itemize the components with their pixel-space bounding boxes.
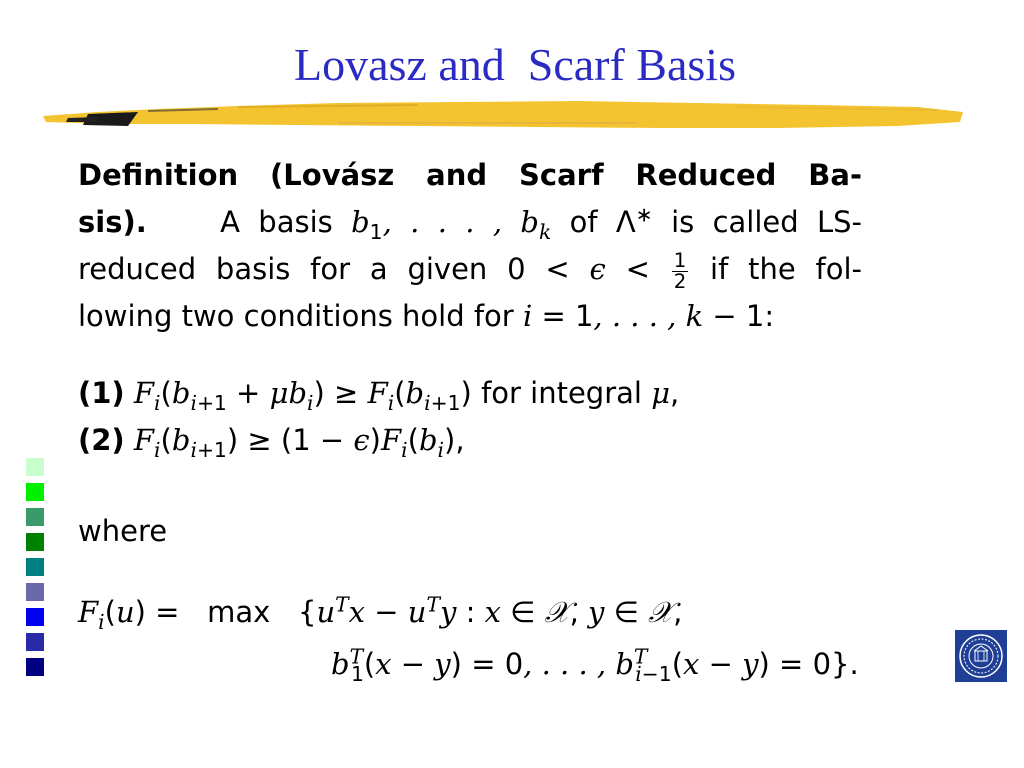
def-text: if the fol- — [710, 252, 863, 286]
def-text: reduced basis for a given 0 < — [78, 252, 570, 286]
conditions-list — [78, 370, 862, 464]
decor-square — [26, 583, 44, 601]
def-text: of — [569, 205, 598, 239]
definition-heading: Definition (Lovász and Scarf Reduced Ba- — [78, 158, 862, 192]
decor-square — [26, 558, 44, 576]
def-text: A basis — [220, 205, 333, 239]
def-text: is called LS- — [671, 205, 863, 239]
condition-2: (2) $F_i(b_{i+1}) \ge (1 - \epsilon)F_i(b_i)$, — [78, 423, 465, 462]
decor-square — [26, 458, 44, 476]
fraction-one-half: $\frac{1}{2}$ — [673, 248, 687, 293]
decor-square — [26, 483, 44, 501]
slide-title: Lovasz and Scarf Basis — [294, 39, 736, 90]
university-seal-logo — [955, 630, 1007, 682]
decor-square — [26, 608, 44, 626]
condition-1: (1) $F_i(b_{i+1} + \mu b_i) \ge F_i(b_{i+1})$ for integral μ, — [78, 376, 680, 415]
fi-definition-formula: $F_i(u) = \max \{u^Tx - u^Ty$ : x ∈ 𝒳, y ∈ 𝒳, $b^T_1(x - y) = 0$, . . . , $b^T_{i-1}(x - y) = 0$}. — [78, 592, 859, 686]
decor-square — [26, 508, 44, 526]
definition-heading-cont: sis). — [78, 205, 147, 239]
decor-square — [26, 533, 44, 551]
def-text: lowing two conditions hold for — [78, 299, 514, 333]
decor-square — [26, 633, 44, 651]
slide-body — [78, 152, 862, 689]
decor-square — [26, 658, 44, 676]
def-text: < — [625, 252, 650, 286]
definition-paragraph: Definition (Lovász and Scarf Reduced Ba- sis). A basis $b_1$, . . . , $b_k$ of Λ∗ is called LS- reduced basis for a given 0 < ϵ < $\frac{1}{2}$ if the fol- lowing two conditions hold for i = 1, . . . , k − 1: — [78, 158, 863, 333]
decorative-square-column — [26, 458, 44, 683]
where-label: where — [78, 514, 168, 548]
brush-stroke-divider — [38, 92, 968, 137]
